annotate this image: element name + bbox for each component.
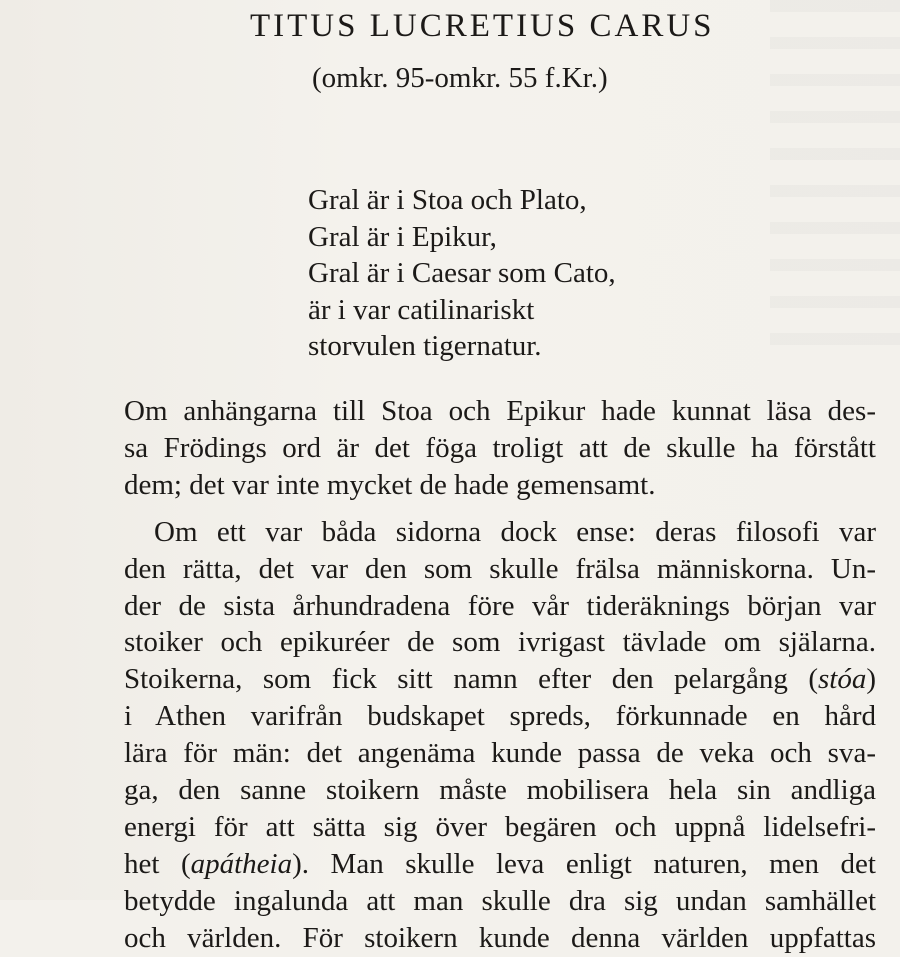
paragraph-line: stoiker och epikuréer de som ivrigast tävlade om själarna. <box>124 626 876 659</box>
poem-epigraph <box>308 182 616 365</box>
paragraph-line: Om anhängarna till Stoa och Epikur hade kunnat läsa des- <box>124 395 876 427</box>
paragraph-line: Om ett var båda sidorna dock ense: deras filosofi var <box>154 515 876 548</box>
poem-line: storvulen tigernatur. <box>308 330 542 362</box>
italic-term-stoa: stóa <box>817 663 867 696</box>
paragraph-line: och världen. För stoikern kunde denna världen uppfattas <box>124 921 876 954</box>
chapter-title: TITUS LUCRETIUS CARUS <box>250 8 715 44</box>
poem-line: Gral är i Caesar som Cato, <box>308 257 616 289</box>
chapter-dates: (omkr. 95-omkr. 55 f.Kr.) <box>312 62 608 94</box>
paragraph-line-apatheia <box>124 846 876 883</box>
paragraph-line: den rätta, det var den som skulle frälsa människorna. Un- <box>124 552 876 585</box>
line-text-rest: ). Man skulle leva enligt naturen, men det <box>292 847 876 880</box>
paragraph-gap <box>124 504 876 514</box>
paragraph-line: sa Frödings ord är det föga troligt att de skulle ha förstått <box>124 431 876 464</box>
body-text <box>124 393 876 957</box>
italic-term-apatheia: apátheia <box>190 847 293 880</box>
closing-paren: ) <box>866 663 876 696</box>
poem-line: är i var catilinariskt <box>308 293 535 326</box>
line-text: het ( <box>124 847 191 880</box>
poem-line: Gral är i Epikur, <box>308 220 497 253</box>
paragraph-line-stoa <box>124 661 876 698</box>
paragraph-line: betydde ingalunda att man skulle dra sig undan samhället <box>124 884 876 917</box>
paragraph-line: der de sista århundradena före vår tideräknings början var <box>124 589 876 622</box>
paragraph-line: lära för män: det angenäma kunde passa de veka och sva- <box>124 737 876 770</box>
bleed-through-text <box>770 0 900 360</box>
line-text: Stoikerna, som fick sitt namn efter den pelargång ( <box>124 663 818 696</box>
paragraph-line: energi för att sätta sig över begären och uppnå lidelsefri- <box>124 810 876 843</box>
paragraph-line: i Athen varifrån budskapet spreds, förkunnade en hård <box>124 700 876 733</box>
paragraph-line: dem; det var inte mycket de hade gemensamt. <box>124 468 656 501</box>
poem-line: Gral är i Stoa och Plato, <box>308 184 587 216</box>
paragraph-line: ga, den sanne stoikern måste mobilisera hela sin andliga <box>124 774 876 807</box>
